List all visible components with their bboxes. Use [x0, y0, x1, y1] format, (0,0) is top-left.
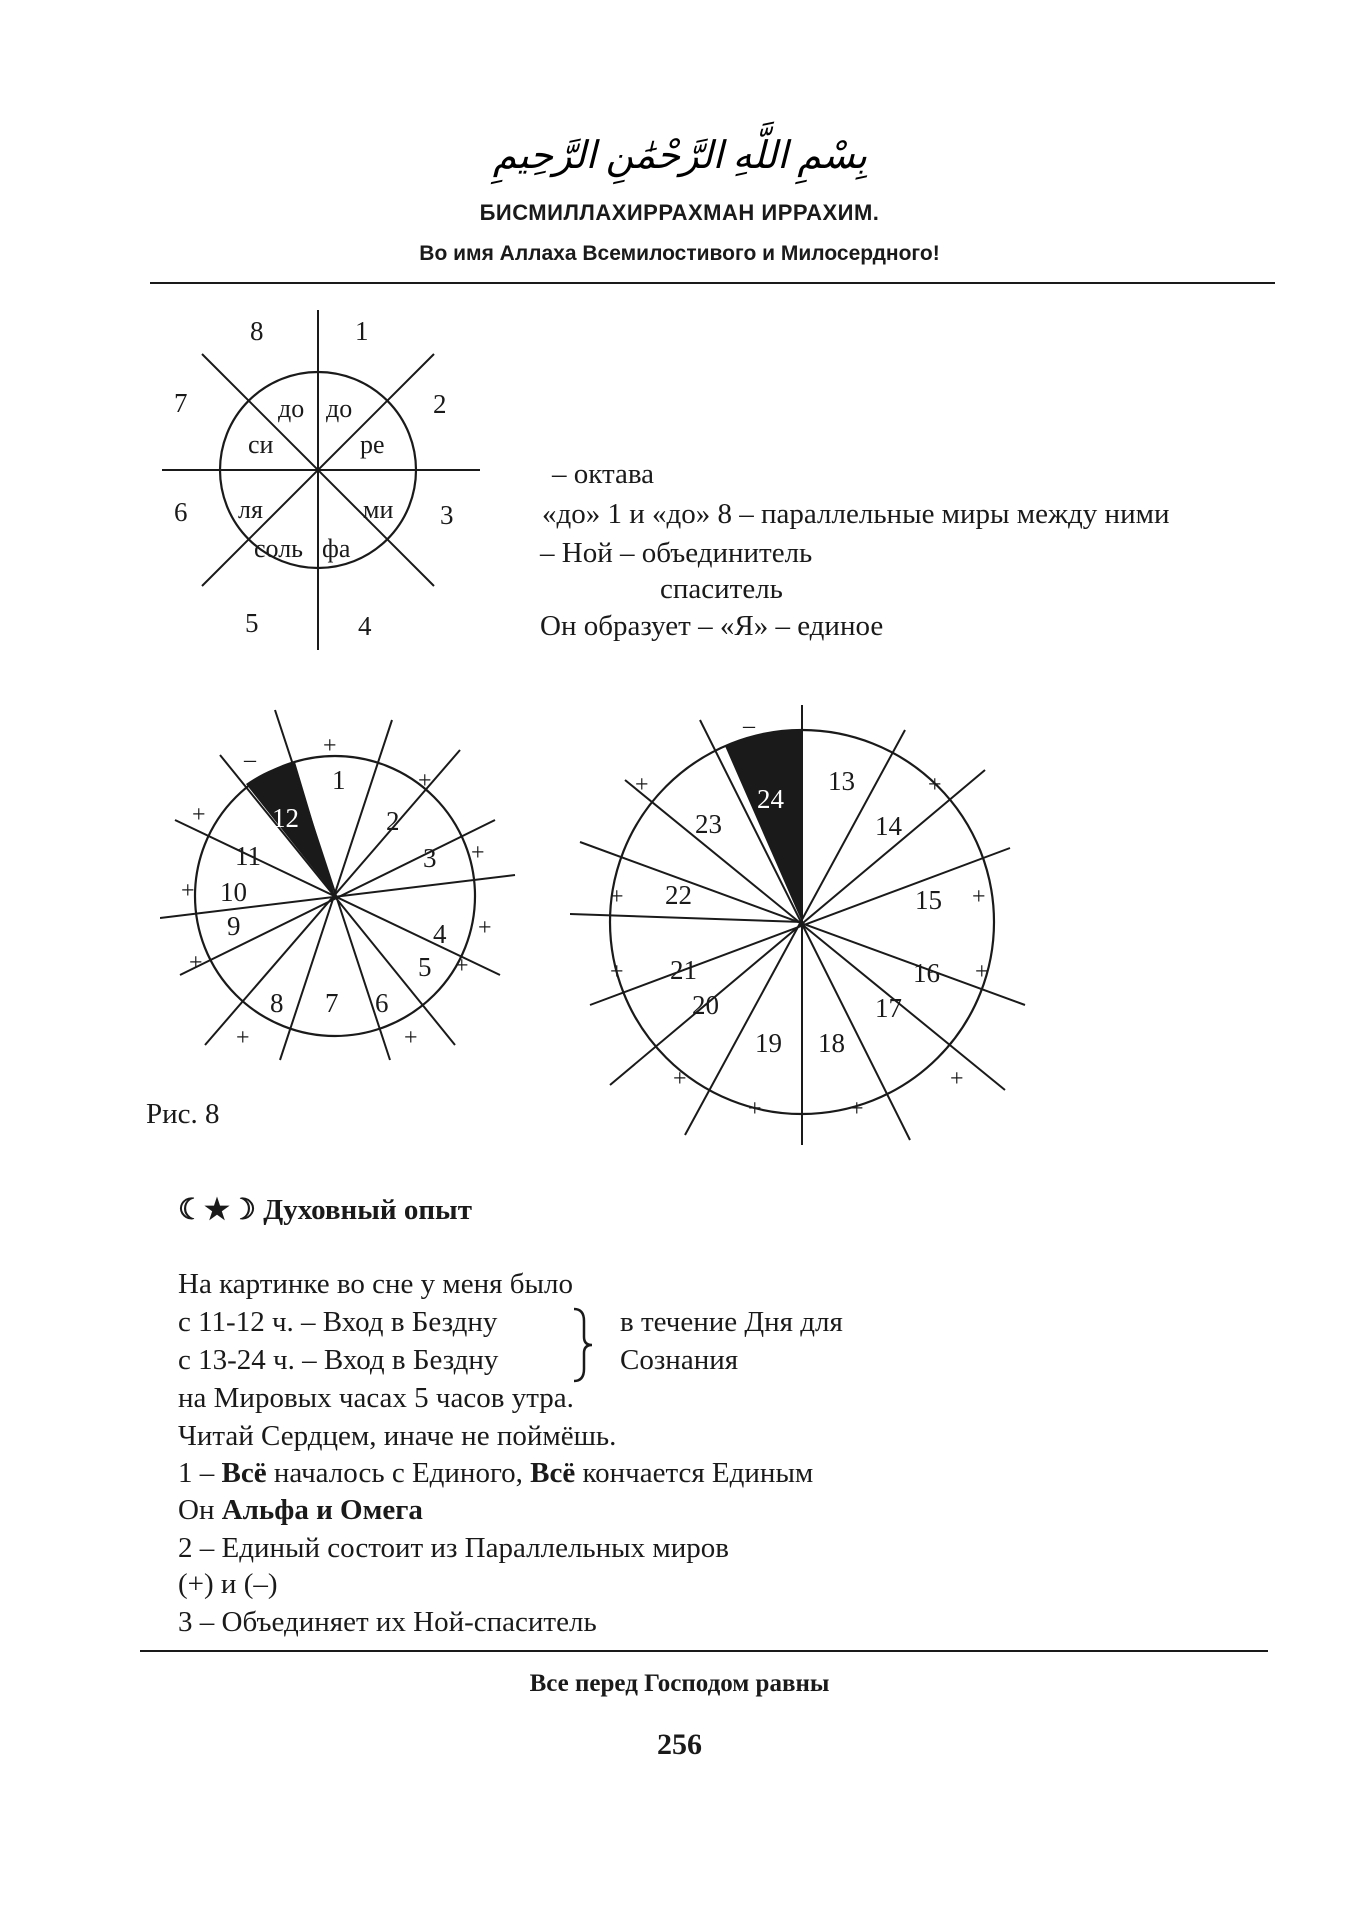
hour-7: 7 [325, 988, 339, 1018]
octave-sector-5: 5 [245, 608, 259, 638]
octave-sector-7: 7 [174, 388, 188, 418]
clock12-plus: + [236, 1025, 250, 1051]
hour-6: 6 [375, 988, 389, 1018]
hour-14: 14 [875, 811, 902, 841]
page-header-subtitle: Во имя Аллаха Всемилостивого и Милосердного! [419, 242, 940, 265]
clock12-plus: + [471, 840, 485, 866]
hour-3: 3 [423, 843, 437, 873]
note-mi: ми [363, 495, 394, 524]
octave-line-5: Он образует – «Я» – единое [540, 610, 884, 642]
note-fa: фа [322, 534, 351, 563]
clock24-minus: – [743, 713, 755, 739]
hour-19: 19 [755, 1028, 782, 1058]
line6-prefix: 1 – [178, 1457, 222, 1489]
hour-8: 8 [270, 988, 284, 1018]
body-line-3b: Сознания [620, 1344, 739, 1376]
hour-4: 4 [433, 919, 447, 949]
footer-note: Все перед Господом равны [529, 1670, 830, 1697]
clock12-plus: + [181, 878, 195, 904]
hour-1: 1 [332, 765, 346, 795]
clock12-plus: + [478, 915, 492, 941]
line6-suffix: кончается Единым [575, 1457, 814, 1489]
clock12-plus: + [323, 733, 337, 759]
clock24-plus: + [610, 959, 624, 985]
octave-sector-8: 8 [250, 316, 264, 346]
clock12-plus: + [192, 802, 206, 828]
line7-bold: Альфа и Омега [221, 1494, 423, 1526]
clock12-plus: + [189, 950, 203, 976]
hour-21: 21 [670, 955, 697, 985]
crescent-star-icon: ☾★☽ [178, 1194, 256, 1226]
hour-16: 16 [913, 958, 940, 988]
curly-brace-icon [568, 1305, 598, 1385]
page-number: 256 [657, 1728, 702, 1761]
line7-prefix: Он [178, 1494, 222, 1526]
calligraphy-text: بِسْمِ اللَّهِ الرَّحْمَٰنِ الرَّحِيمِ [492, 135, 868, 177]
clock24-plus: + [610, 884, 624, 910]
note-la: ля [238, 495, 263, 524]
hour-12: 12 [272, 803, 299, 833]
hour-24: 24 [757, 784, 784, 814]
line6-bold-2: Всё [530, 1457, 576, 1489]
octave-sector-4: 4 [358, 611, 372, 641]
clock24-plus: + [972, 884, 986, 910]
body-line-1: На картинке во сне у меня было [178, 1268, 573, 1300]
header-divider [150, 282, 1275, 284]
clock24-plus: + [635, 772, 649, 798]
section-heading [178, 1192, 472, 1227]
hour-22: 22 [665, 880, 692, 910]
clock24-plus: + [950, 1066, 964, 1092]
octave-line-1: – октава [552, 458, 655, 490]
note-do-8: до [278, 394, 305, 423]
body-line-2b: в течение Дня для [620, 1306, 843, 1338]
bismillah-calligraphy [0, 118, 1359, 188]
octave-line-4: спаситель [660, 573, 783, 605]
clock12-minus: – [244, 747, 256, 773]
clock-12-diagram [160, 700, 540, 1070]
body-line-3a: с 13-24 ч. – Вход в Бездну [178, 1344, 499, 1376]
clock-24-diagram [570, 700, 1040, 1150]
octave-line-2: «до» 1 и «до» 8 – параллельные миры между ними [542, 498, 1170, 530]
figure-caption: Рис. 8 [146, 1098, 220, 1130]
hour-10: 10 [220, 877, 247, 907]
hour-18: 18 [818, 1028, 845, 1058]
octave-sector-1: 1 [355, 316, 369, 346]
hour-5: 5 [418, 952, 432, 982]
hour-23: 23 [695, 809, 722, 839]
clock12-plus: + [455, 953, 469, 979]
section-title: Духовный опыт [263, 1194, 472, 1226]
line6-middle: началось с Единого, [266, 1457, 531, 1489]
hour-11: 11 [235, 841, 261, 871]
hour-17: 17 [875, 993, 902, 1023]
clock12-plus: + [404, 1025, 418, 1051]
octave-diagram [150, 300, 500, 670]
body-line-5: Читай Сердцем, иначе не поймёшь. [178, 1420, 617, 1452]
line6-bold-1: Всё [221, 1457, 267, 1489]
hour-15: 15 [915, 885, 942, 915]
body-line-9: (+) и (–) [178, 1568, 278, 1600]
body-line-10: 3 – Объединяет их Ной-спаситель [178, 1606, 597, 1638]
clock24-plus: + [850, 1096, 864, 1122]
note-sol: соль [254, 534, 304, 563]
footer-divider [140, 1650, 1268, 1652]
clock24-plus: + [673, 1066, 687, 1092]
clock24-plus: + [928, 772, 942, 798]
note-do-1: до [326, 394, 353, 423]
octave-sector-2: 2 [433, 389, 447, 419]
note-re: ре [360, 430, 385, 459]
octave-line-3: – Ной – объединитель [540, 537, 813, 569]
octave-sector-6: 6 [174, 497, 188, 527]
body-line-4: на Мировых часах 5 часов утра. [178, 1382, 574, 1414]
body-line-2a: с 11-12 ч. – Вход в Бездну [178, 1306, 498, 1338]
clock24-plus: + [748, 1096, 762, 1122]
octave-sector-3: 3 [440, 500, 454, 530]
clock12-plus: + [418, 768, 432, 794]
body-line-7 [178, 1494, 423, 1527]
hour-2: 2 [386, 806, 400, 836]
clock24-plus: + [975, 959, 989, 985]
hour-20: 20 [692, 990, 719, 1020]
body-line-8: 2 – Единый состоит из Параллельных миров [178, 1532, 729, 1564]
body-line-6 [178, 1457, 813, 1490]
hour-13: 13 [828, 766, 855, 796]
hour-9: 9 [227, 911, 241, 941]
page-header-title: БИСМИЛЛАХИРРАХМАН ИРРАХИМ. [479, 200, 880, 225]
note-si: си [248, 430, 274, 459]
